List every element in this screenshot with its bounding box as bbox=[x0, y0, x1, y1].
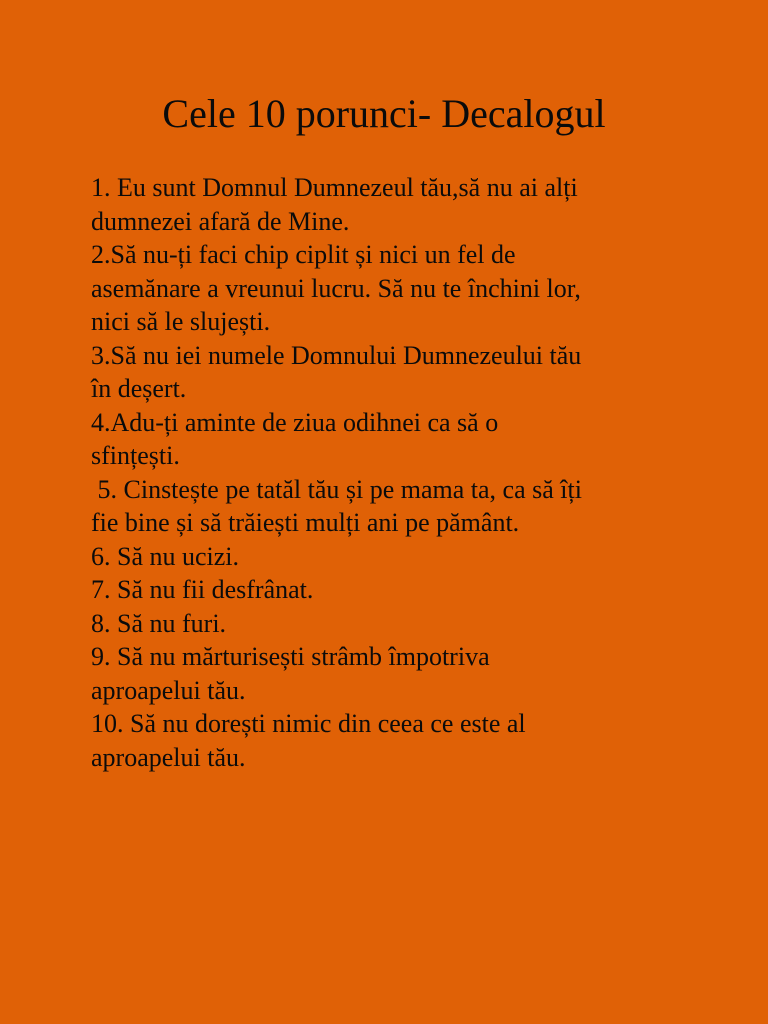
text-line: nici să le slujești. bbox=[91, 307, 271, 336]
text-line: asemănare a vreunui lucru. Să nu te închini lor, bbox=[91, 273, 581, 303]
text-line: 5. Cinstește pe tatăl tău și pe mama ta, ca să îți bbox=[91, 474, 582, 504]
text-line: dumnezei afară de Mine. bbox=[91, 206, 350, 236]
document-title: Cele 10 porunci- Decalogul bbox=[162, 91, 606, 136]
text-line: 1. Eu sunt Domnul Dumnezeul tău,să nu ai alți bbox=[91, 173, 578, 202]
commandments-text bbox=[91, 171, 711, 774]
text-line: 6. Să nu ucizi. bbox=[91, 541, 240, 571]
text-line: 2.Să nu-ți faci chip ciplit și nici un fel de bbox=[91, 240, 516, 269]
text-line: sfințești. bbox=[91, 441, 180, 470]
text-line: 9. Să nu mărturisești strâmb împotriva bbox=[91, 642, 490, 671]
text-line: în deșert. bbox=[91, 374, 187, 403]
text-line: 10. Să nu dorești nimic din ceea ce este al bbox=[91, 709, 526, 738]
text-line: 7. Să nu fii desfrânat. bbox=[91, 575, 314, 604]
text-line: aproapelui tău. bbox=[91, 675, 246, 705]
text-line: aproapelui tău. bbox=[91, 742, 246, 772]
text-line: fie bine și să trăiești mulți ani pe pământ. bbox=[91, 508, 520, 537]
text-line: 4.Adu-ți aminte de ziua odihnei ca să o bbox=[91, 407, 499, 437]
text-line: 3.Să nu iei numele Domnului Dumnezeului tău bbox=[91, 340, 582, 370]
text-line: 8. Să nu furi. bbox=[91, 608, 227, 638]
